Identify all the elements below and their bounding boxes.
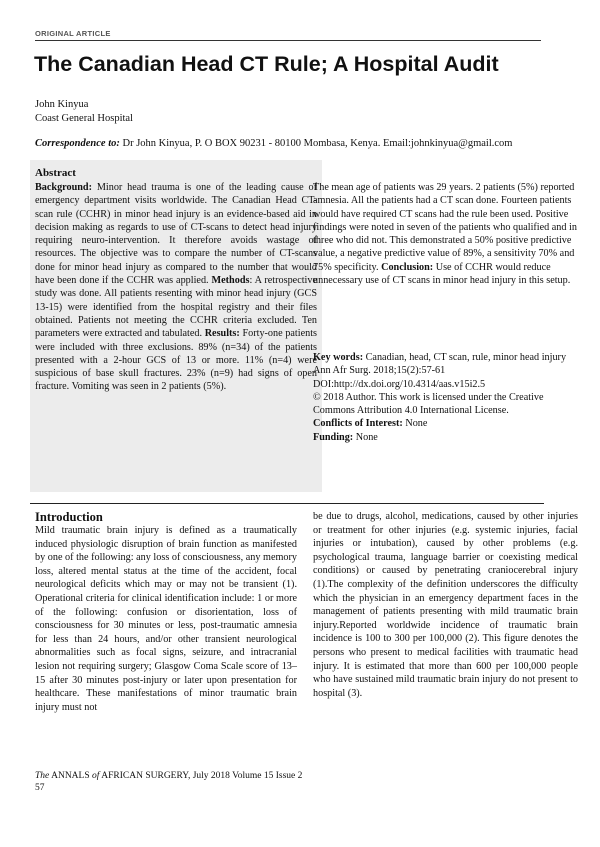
author-affiliation: Coast General Hospital — [35, 113, 133, 124]
conclusion-label: Conclusion: — [381, 261, 434, 273]
author-name: John Kinyua — [35, 99, 89, 110]
introduction-heading: Introduction — [35, 510, 103, 524]
section-divider — [30, 503, 544, 504]
methods-text: : A retrospective study was done. All patients resenting with minor head injury (GCS 13-15) were identified from the hospital registry and their files obtained. Patients not meeting the CCHR criteria excluded. Ten parameters were extracted and tabulated. — [35, 275, 317, 340]
conflicts — [313, 417, 578, 430]
article-title: The Canadian Head CT Rule; A Hospital Audit — [34, 52, 499, 76]
abstract-left-column — [35, 181, 317, 394]
article-type-label: ORIGINAL ARTICLE — [35, 29, 111, 38]
page-number: 57 — [35, 783, 45, 793]
correspondence — [35, 138, 555, 149]
top-divider — [35, 40, 541, 41]
background-text: Minor head trauma is one of the leading cause of emergency department visits worldwide. The Canadian Head CT-scan rule (CCHR) in minor head injury is an evidence-based aid in decision making as regards to use of CT-scans to detect head injury requiring neuro-intervention. It therefore avoids wastage of resources. The objective was to compare the number of CT-scans done for minor head injury as compared to the number that would have been done if the CCHR was applied. — [35, 182, 317, 287]
background-label: Background: — [35, 182, 92, 193]
funding-text: None — [353, 431, 378, 443]
doi-link[interactable]: DOI:http://dx.doi.org/10.4314/aas.v15i2.5 — [313, 378, 486, 390]
abstract-right-column — [313, 181, 578, 287]
abstract-heading: Abstract — [35, 167, 76, 179]
abstract-right-text: The mean age of patients was 29 years. 2 patients (5%) reported amnesia. All the patients had a CT scan done. Fourteen patients would have required CT scans had the rule been used. Positive findings were noted in seven of the patients who qualified and in three who did not. This demonstrated a 50% positive predictive value, a negative predictive value of 89%, a sensitivity 70% and 75% specificity. — [313, 182, 577, 273]
keywords-label: Key words: — [313, 352, 364, 363]
introduction-left-column: Mild traumatic brain injury is defined as a traumatically induced physiologic disruption of brain function as manifested by one of the following: any loss of consciousness, any memory loss, altered mental status at the time of the accident, focal neurological deficits which may or may not be transient (1). Operational criteria for clinical identification include: 1 or more of the following: confusion or disorientation, loss of consciousness for 30 minutes or less, post-traumatic amnesia for less than 24 hours, and/or other transient neurological abnormalities such as focal signs, seizure, and intracranial lesion not requiring surgery; Glasgow Coma Scale score of 13–15 after 30 minutes post-injury or later upon presentation for healthcare. These manifestations of minor traumatic brain injury must not — [35, 525, 297, 713]
results-text: Forty-one patients were included with three exclusions. 89% (n=34) of the patients presented with a 2-hour GCS of 13 or more. 11% (n=4) were suspicious of base skull fractures. 23% (n=9) had signs of open fracture. Vomiting was seen in 2 patients (5%). — [35, 328, 317, 393]
copyright-notice: © 2018 Author. This work is licensed under the Creative Commons Attribution 4.0 International License. — [313, 391, 544, 417]
conflicts-label: Conflicts of Interest: — [313, 418, 403, 430]
correspondence-label: Correspondence to: — [35, 138, 120, 149]
conflicts-text: None — [402, 418, 428, 430]
keywords — [313, 351, 578, 364]
funding-label: Funding: — [313, 431, 354, 443]
keywords-text: Canadian, head, CT scan, rule, minor head injury — [363, 352, 567, 363]
journal-issue-line: The ANNALS of AFRICAN SURGERY, July 2018 Volume 15 Issue 2 — [35, 771, 303, 781]
citation: Ann Afr Surg. 2018;15(2):57-61 — [313, 365, 446, 377]
page-footer — [35, 770, 302, 794]
results-label: Results: — [204, 328, 240, 340]
article-meta — [313, 351, 578, 444]
correspondence-text: Dr John Kinyua, P. O BOX 90231 - 80100 Mombasa, Kenya. Email:johnkinyua@gmail.com — [119, 138, 513, 149]
conclusion-text: Use of CCHR would reduce unnecessary use of CT scans in minor head injury in this setup. — [313, 261, 571, 287]
author-block — [35, 98, 133, 126]
funding — [313, 431, 578, 444]
introduction-right-column: be due to drugs, alcohol, medications, caused by other injuries or treatment for other injuries (e.g. systemic injuries, facial injuries or intubation), caused by other problems (e.g. psychological trauma, language barrier or coexisting medical conditions) or caused by penetrating craniocerebral injury (1).The complexity of the definition underscores the difficulty which the physician in an emergency department faces in the management of patients presenting with mild traumatic brain injury.Reported worldwide incidence of traumatic brain incidence is 100 to 300 per 100,000 (2). This figure denotes the persons who present to medical facilities with traumatic head injury. It is estimated that more than 600 per 100,000 people who have sustained mild traumatic brain injury do not present to hospital (3). — [313, 511, 578, 699]
methods-label: Methods — [211, 275, 250, 287]
